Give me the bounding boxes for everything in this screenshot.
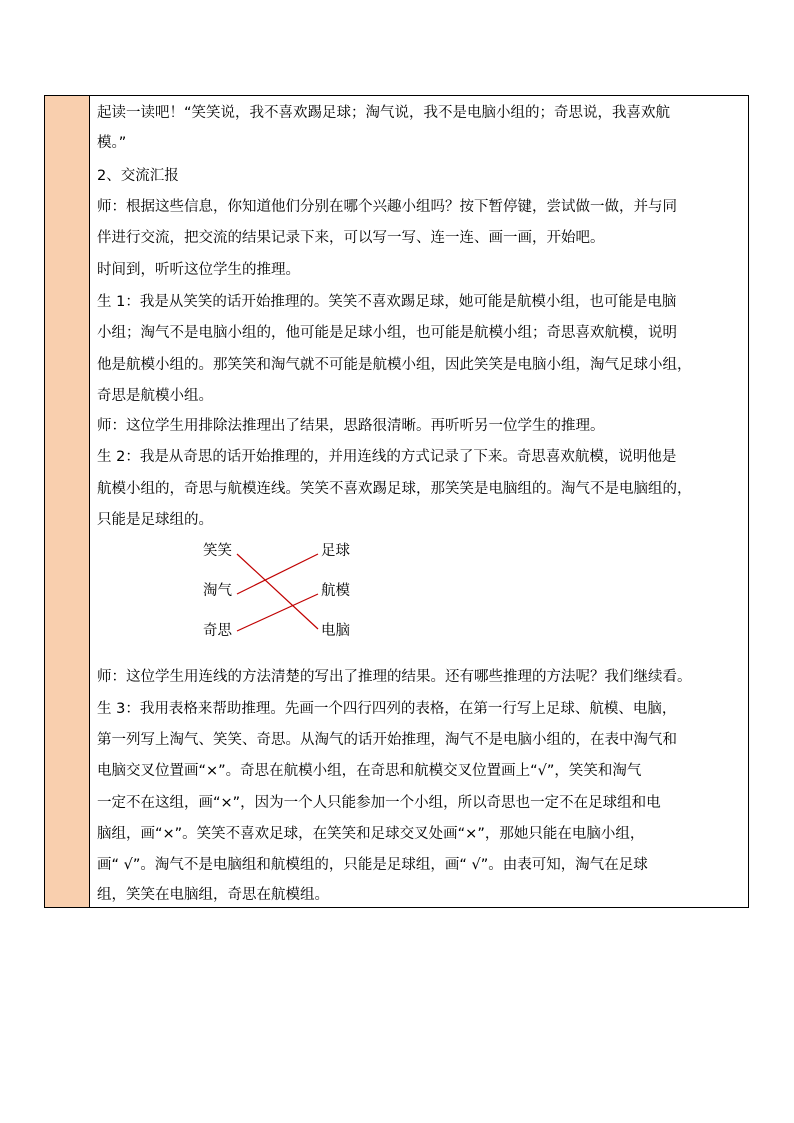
text-line: 一定不在这组，画“×”，因为一个人只能参加一个小组，所以奇思也一定不在足球组和电 [97,795,661,811]
lesson-table [44,95,749,908]
text-line: 第一列写上淘气、笑笑、奇思。从淘气的话开始推理，淘气不是电脑小组的，在表中淘气和 [97,732,677,748]
text-line: 只能是足球组的。 [97,512,213,528]
text-line: 生 1：我是从笑笑的话开始推理的。笑笑不喜欢踢足球，她可能是航模小组，也可能是电脑 [97,294,677,310]
text-line: 组，笑笑在电脑组，奇思在航模组。 [97,887,329,903]
match-line-xiaoxiao-diannao [237,554,318,629]
text-line: 伴进行交流，把交流的结果记录下来，可以写一写、连一连、画一画，开始吧。 [97,230,605,246]
left-label-taoqi: 淘气 [203,583,232,599]
text-line: 时间到，听听这位学生的推理。 [97,262,300,278]
right-label-zuqiu: 足球 [321,543,350,559]
text-line: 他是航模小组的。那笑笑和淘气就不可能是航模小组，因此笑笑是电脑小组，淘气足球小组， [97,357,692,373]
text-line: 师：这位学生用排除法推理出了结果，思路很清晰。再听听另一位学生的推理。 [97,418,605,434]
content-cell [91,96,748,907]
match-line-qisi-hangmo [237,594,318,631]
matching-diagram [191,541,361,646]
text-line: 起读一读吧！“笑笑说，我不喜欢踢足球；淘气说，我不是电脑小组的；奇思说，我喜欢航 [97,105,671,121]
text-line: 画“ √”。淘气不是电脑组和航模组的，只能是足球组，画“ √”。由表可知，淘气在足球 [97,857,648,873]
text-line: 小组；淘气不是电脑小组的，他可能是足球小组，也可能是航模小组；奇思喜欢航模，说明 [97,325,677,341]
text-line: 生 3：我用表格来帮助推理。先画一个四行四列的表格，在第一行写上足球、航模、电脑， [97,701,677,717]
text-line: 奇思是航模小组。 [97,388,213,404]
left-shaded-cell [45,96,90,907]
text-line: 师：根据这些信息，你知道他们分别在哪个兴趣小组吗？按下暂停键，尝试做一做，并与同 [97,199,677,215]
text-line: 脑组，画“×”。笑笑不喜欢足球，在笑笑和足球交叉处画“×”，那她只能在电脑小组， [97,826,645,842]
text-line: 2、交流汇报 [97,168,179,184]
match-line-taoqi-zuqiu [237,554,318,594]
left-label-xiaoxiao: 笑笑 [203,543,232,559]
right-label-diannao: 电脑 [321,623,350,639]
text-line: 生 2：我是从奇思的话开始推理的，并用连线的方式记录了下来。奇思喜欢航模，说明他是 [97,449,677,465]
right-label-hangmo: 航模 [321,583,350,599]
text-line: 航模小组的，奇思与航模连线。笑笑不喜欢踢足球，那笑笑是电脑组的。淘气不是电脑组的， [97,481,692,497]
text-line: 电脑交叉位置画“×”。奇思在航模小组，在奇思和航模交叉位置画上“√”，笑笑和淘气 [97,763,642,779]
left-label-qisi: 奇思 [203,623,232,639]
text-line: 模。” [97,135,127,151]
text-line: 师：这位学生用连线的方法清楚的写出了推理的结果。还有哪些推理的方法呢？我们继续看。 [97,669,692,685]
